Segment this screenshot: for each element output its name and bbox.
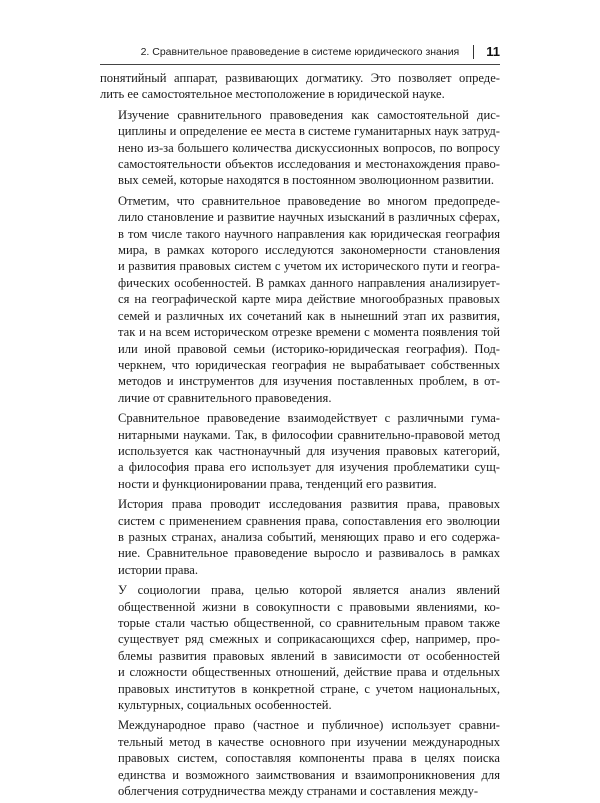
text-line: ние. Сравнительное правоведение выросло и развивалось в рамках	[118, 546, 500, 561]
text-line: облегчения сотрудничества между странами и составления между-	[118, 784, 479, 799]
header-divider	[473, 45, 474, 59]
text-line: ности и функционировании права, тенденций его развития.	[118, 476, 437, 491]
text-line: в разных странах, анализа событий, меняющих право и его содержа-	[118, 529, 500, 544]
text-line: вых семей, которые находятся в постоянном эволюционном развитии.	[118, 173, 495, 188]
text-line: торые стали частью общественной, со сравнительным правом также	[118, 616, 500, 630]
text-line: блемы развития правовых явлений в зависимости от особенностей	[118, 648, 500, 663]
text-line: циплины и определение ее места в системе гуманитарных наук затруд-	[118, 124, 500, 139]
running-header	[100, 40, 500, 65]
text-line: так и на всем историческом отрезке времени с момента появления той	[118, 325, 500, 340]
text-line: истории права.	[118, 562, 199, 577]
text-line: общественной жизни в совокупности с правовыми явлениями, ко-	[118, 599, 500, 614]
paragraph	[100, 107, 500, 189]
text-line: фических особенностей. В рамках данного направления анализирует-	[118, 275, 500, 290]
text-line: мира, в рамках которого исследуются закономерности становления	[118, 243, 500, 258]
text-line: История права проводит исследования развития права, правовых	[118, 497, 500, 512]
text-line: личие от сравнительного правоведения.	[118, 390, 332, 405]
text-line: нитарными науками. Так, в философии сравнительно-правовой метод	[118, 427, 500, 442]
text-line: Международное право (частное и публичное) использует сравни-	[118, 718, 500, 733]
text-line: нено из-за большего количества дискуссионных вопросов, по вопросу	[118, 140, 500, 155]
section-title: 2. Сравнительное правоведение в системе юридического знания	[140, 46, 460, 58]
paragraph	[100, 717, 500, 799]
text-line: черкнем, что юридическая география не вырабатывает собственных	[118, 357, 500, 372]
text-line: культурных, социальных особенностей.	[118, 698, 332, 713]
text-line: систем с применением сравнения права, сопоставления его эволюции	[118, 513, 500, 528]
text-line: У социологии права, целью которой является анализ явлений	[118, 583, 500, 598]
text-line: самостоятельности объектов исследования и местонахождения право-	[118, 157, 500, 172]
text-line: правовых систем, сопоставляя компоненты права в целях поиска	[118, 751, 500, 766]
text-line: а философия права его использует для изучения проблематики сущ-	[118, 460, 500, 475]
text-line: методов и инструментов для изучения поставленных проблем, в от-	[118, 374, 500, 389]
text-line: в том числе такого научного направления как юридическая география	[118, 226, 500, 241]
paragraph	[100, 496, 500, 578]
text-line: тельный метод в качестве основного при изучении международных	[118, 734, 500, 749]
text-line: используется как частнонаучный для изучения правовых категорий,	[118, 443, 500, 458]
text-line: Отметим, что сравнительное правоведение во многом предопреде-	[118, 193, 500, 208]
text-line: и развития правовых систем с учетом их исторического пути и геогра-	[118, 259, 500, 274]
text-line: ся на географической карте мира действие многообразных правовых	[118, 292, 500, 307]
text-line: лить ее самостоятельное местоположение в юридической науке.	[100, 87, 445, 102]
text-line: или иной правовой семьи (историко-юридическая география). Под-	[118, 341, 500, 356]
paragraph	[100, 193, 500, 406]
page-number: 11	[486, 44, 500, 59]
page-body	[100, 70, 500, 803]
text-line: понятийный аппарат, развивающих догматику. Это позволяет опреде-	[100, 71, 500, 85]
paragraph	[100, 70, 500, 103]
text-line: правовых институтов в конкретной стране, с учетом национальных,	[118, 681, 500, 696]
text-line: Сравнительное правоведение взаимодействует с различными гума-	[118, 411, 500, 426]
text-line: и сложности общественных отношений, действие права и отдельных	[118, 665, 500, 680]
text-line: единства и возможного заимствования и взаимопроникновения для	[118, 767, 500, 782]
text-line: лило становление и развитие научных изысканий в различных сферах,	[118, 210, 500, 225]
paragraph	[100, 410, 500, 492]
text-line: семей и различных их сочетаний как в нынешний этап их развития,	[118, 308, 500, 323]
text-line: Изучение сравнительного правоведения как самостоятельной дис-	[118, 107, 500, 122]
paragraph	[100, 582, 500, 713]
text-line: существует ряд смежных и соприкасающихся сфер, например, про-	[118, 632, 500, 647]
